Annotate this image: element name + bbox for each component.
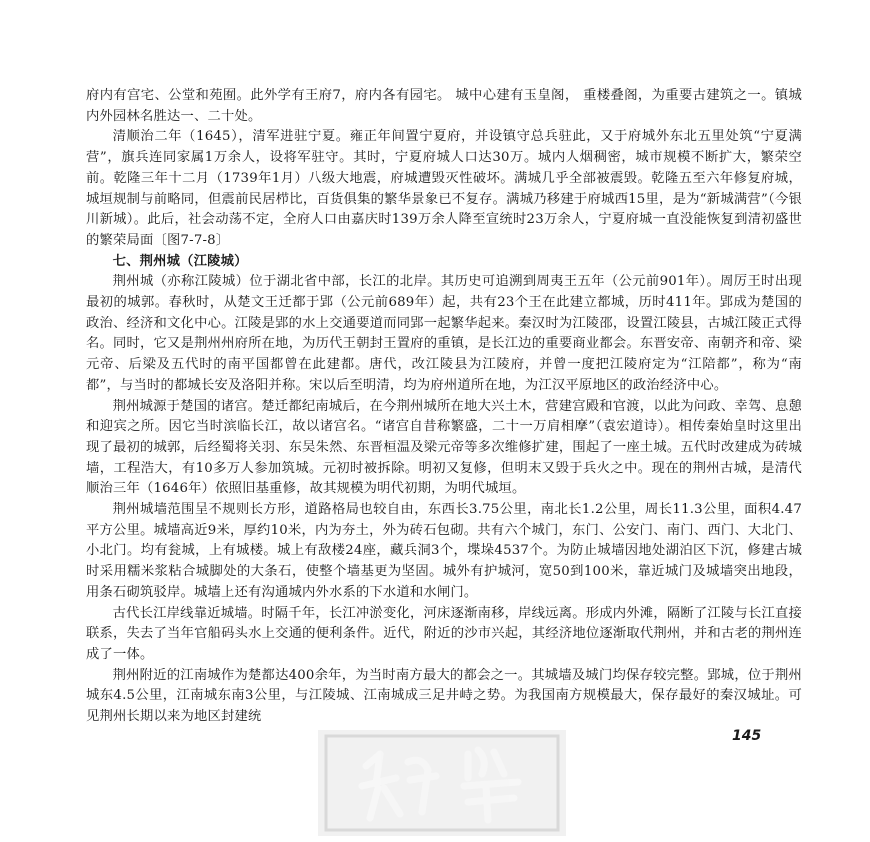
paragraph-ningxia-qing: 清顺治二年（1645），清军进驻宁夏。雍正年间置宁夏府，并设镇守总兵驻此，又于府城外东北五里处筑“宁夏满营”，旗兵连同家属1万余人，设将军驻守。其时，宁夏府城人口达30万。城内人烟稠密，城市规模不断扩大，繁荣空前。乾隆三年十二月（1739年1月）八级大地震，府城遭毁灭性破坏。满城几乎全部被震毁。乾隆五至六年修复府城，城垣规制与前略同，但震前民居栉比，百货俱集的繁华景象已不复存。满城乃移建于府城西15里，是为“新城满营”（今银川新城）。此后，社会动荡不定，全府人口由嘉庆时139万余人降至宣统时23万余人，宁夏府城一直没能恢复到清初盛世的繁荣局面〔图7-7-8〕: [86, 129, 802, 248]
watermark-seal: [318, 726, 566, 836]
paragraph-yinchuan-gardens: 府内有宫宅、公堂和苑囿。此外学有王府7，府内各有园宅。 城中心建有玉皇阁， 重楼叠阁，为重要古建筑之一。镇城内外园林名胜达一、二十处。: [86, 88, 802, 124]
body-text: [86, 86, 802, 728]
paragraph-jingzhou-origin: 荆州城源于楚国的诸宫。楚迁都纪南城后，在今荆州城所在地大兴土木，营建宫殿和官渡，以此为问政、幸驾、息憩和迎宾之所。因它当时滨临长江，故以诸宫名。“诸宫自昔称繁盛，二十一万肩相摩”（袁宏道诗）。相传秦始皇时这里出现了最初的城郭，后经蜀将关羽、东吴朱然、东晋桓温及梁元帝等多次维修扩建，围起了一座土城。五代时改建成为砖城墙，工程浩大，有10多万人参加筑城。元初时被拆除。明初又复修，但明末又毁于兵火之中。现在的荆州古城，是清代顺治三年（1646年）依照旧基重修，故其规模为明代初期，为明代城垣。: [86, 398, 803, 497]
paragraph-yangtze-shore: 古代长江岸线靠近城墙。时隔千年，长江冲淤变化，河床逐渐南移，岸线远离。形成内外滩，隔断了江陵与长江直接联系，失去了当年官船码头水上交通的便利条件。近代，附近的沙市兴起，其经济地位逐渐取代荆州，并和古老的荆州连成了一体。: [86, 605, 802, 662]
paragraph-jingzhou-walls: 荆州城墙范围呈不规则长方形，道路格局也较自由，东西长3.75公里，南北长1.2公里，周长11.3公里，面积4.47平方公里。城墙高近9米，厚约10米，内为夯土，外为砖石包砌。共有六个城门，东门、公安门、南门、西门、大北门、小北门。均有瓮城，上有城楼。城上有敌楼24座，藏兵洞3个，堞垛4537个。为防止城墙因地处湖泊区下沉，修建古城时采用糯米浆粘合城脚处的大条石，使整个墙基更为坚固。城外有护城河，宽50到100米，靠近城门及城墙突出地段，用条石砌筑驳岸。城墙上还有沟通城内外水系的下水道和水闸门。: [86, 502, 802, 600]
paragraph-jingzhou-history: 荆州城（亦称江陵城）位于湖北省中部，长江的北岸。其历史可追溯到周夷王五年（公元前901年）。周厉王时出现最初的城郭。春秋时，从楚文王迁都于郢（公元前689年）起，共有23个王在此建立都城，历时411年。郢成为楚国的政治、经济和文化中心。江陵是郢的水上交通要道而同郢一起繁华起来。秦汉时为江陵邵，设置江陵县，古城江陵正式得名。同时，它又是荆州州府所在地，为历代王朝封王置府的重镇，是长江边的重要商业都会。东晋安帝、南朝齐和帝、梁元帝、后梁及五代时的南平国都曾在此建都。唐代，改江陵县为江陵府，并曾一度把江陵府定为“江陪都”，称为“南都”，与当时的都城长安及洛阳并称。宋以后至明清，均为府州道所在地，为江汉平原地区的政治经济中心。: [86, 274, 802, 393]
section-heading-jingzhou: 七、荆州城（江陵城）: [112, 253, 248, 269]
paragraph-jiangnan-city: 荆州附近的江南城作为楚都达400余年，为当时南方最大的都会之一。其城墙及城门均保存较完整。郢城，位于荆州城东4.5公里，江南城东南3公里，与江陵城、江南城成三足井峙之势。为我国南方规模最大，保存最好的秦汉城址。可见荆州长期以来为地区封建统: [86, 667, 802, 725]
page-number: 145: [732, 728, 762, 744]
